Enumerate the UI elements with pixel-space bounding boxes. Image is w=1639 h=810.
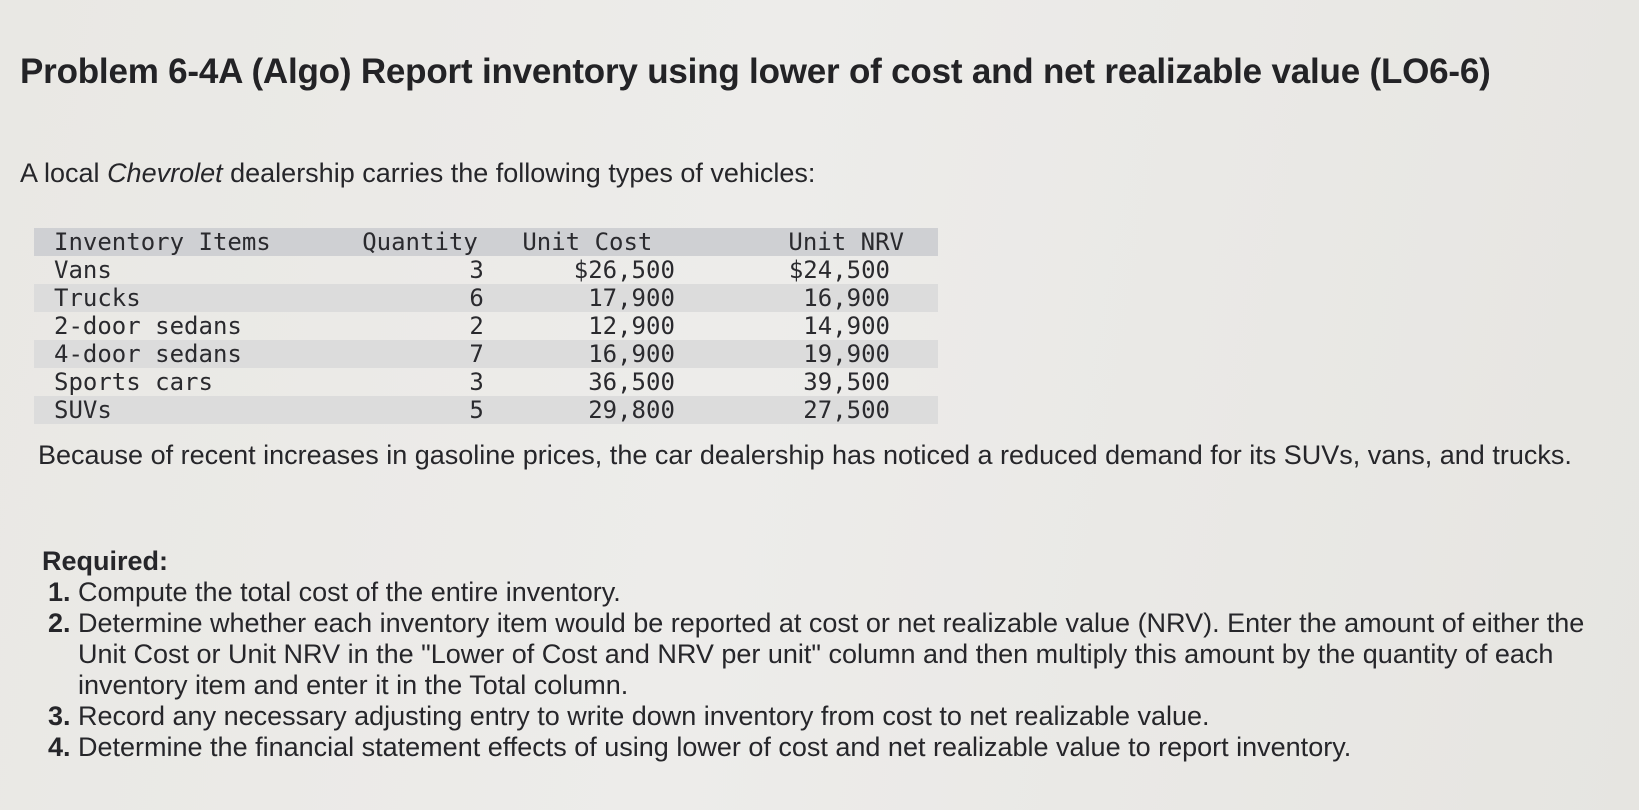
cell-item: 2-door sedans [54,312,242,340]
required-list [42,577,1612,763]
table-row [34,340,938,368]
required-item-text: Compute the total cost of the entire inventory. [78,577,621,607]
required-item-text: Record any necessary adjusting entry to write down inventory from cost to net realizable value. [78,701,1210,731]
cell-unit-cost: 29,800 [588,396,675,424]
cell-quantity: 7 [469,340,484,368]
table-header-row [34,228,938,256]
header-unit-cost: Unit Cost [522,228,653,256]
required-item-number: 3. [48,701,71,731]
cell-unit-nrv: 39,500 [803,368,890,396]
cell-item: Sports cars [54,368,213,396]
cell-item: SUVs [54,396,112,424]
cell-quantity: 3 [469,256,484,284]
intro-before: A local [20,158,108,188]
required-heading: Required: [42,546,169,576]
cell-unit-cost: 12,900 [588,312,675,340]
header-quantity: Quantity [362,228,478,256]
cell-unit-nrv: 14,900 [803,312,890,340]
table-row [34,396,938,424]
intro-after: dealership carries the following types of vehicles: [222,158,816,188]
table-row [34,368,938,396]
required-item-text: Determine the financial statement effects of using lower of cost and net realizable value to report inventory. [78,732,1352,762]
context-paragraph: Because of recent increases in gasoline prices, the car dealership has noticed a reduced demand for its SUVs, vans, and trucks. [38,440,1572,470]
cell-item: Vans [54,256,112,284]
intro-text [20,158,815,189]
required-item [42,608,1612,701]
inventory-table-wrapper [34,228,938,424]
cell-unit-cost: 36,500 [588,368,675,396]
header-unit-nrv: Unit NRV [788,228,904,256]
cell-unit-nrv: 27,500 [803,396,890,424]
page-title: Problem 6-4A (Algo) Report inventory using lower of cost and net realizable value (LO6-6) [20,52,1491,91]
required-item [42,577,1612,608]
required-item [42,701,1612,732]
cell-item: Trucks [54,284,141,312]
cell-quantity: 2 [469,312,484,340]
cell-unit-cost: 17,900 [588,284,675,312]
required-section [42,546,1612,763]
cell-unit-nrv: $24,500 [788,256,890,284]
inventory-table [34,228,938,424]
required-item-number: 4. [48,732,71,762]
cell-unit-cost: 16,900 [588,340,675,368]
cell-quantity: 6 [469,284,484,312]
cell-unit-cost: $26,500 [573,256,675,284]
table-row [34,312,938,340]
required-item-number: 1. [48,577,71,607]
cell-unit-nrv: 19,900 [803,340,890,368]
cell-quantity: 5 [469,396,484,424]
cell-item: 4-door sedans [54,340,242,368]
intro-emphasis: Chevrolet [107,158,223,188]
cell-quantity: 3 [469,368,484,396]
required-item-number: 2. [48,608,71,638]
cell-unit-nrv: 16,900 [803,284,890,312]
header-inventory-items: Inventory Items [54,228,271,256]
required-item [42,732,1612,763]
table-row [34,284,938,312]
table-row [34,256,938,284]
required-item-text: Determine whether each inventory item would be reported at cost or net realizable value (NRV). Enter the amount of either the Unit Cost or Unit NRV in the "Lower of Cost and NRV per unit" column and then multiply this amount by the quantity of each inventory item and enter it in the Total column. [78,608,1585,700]
